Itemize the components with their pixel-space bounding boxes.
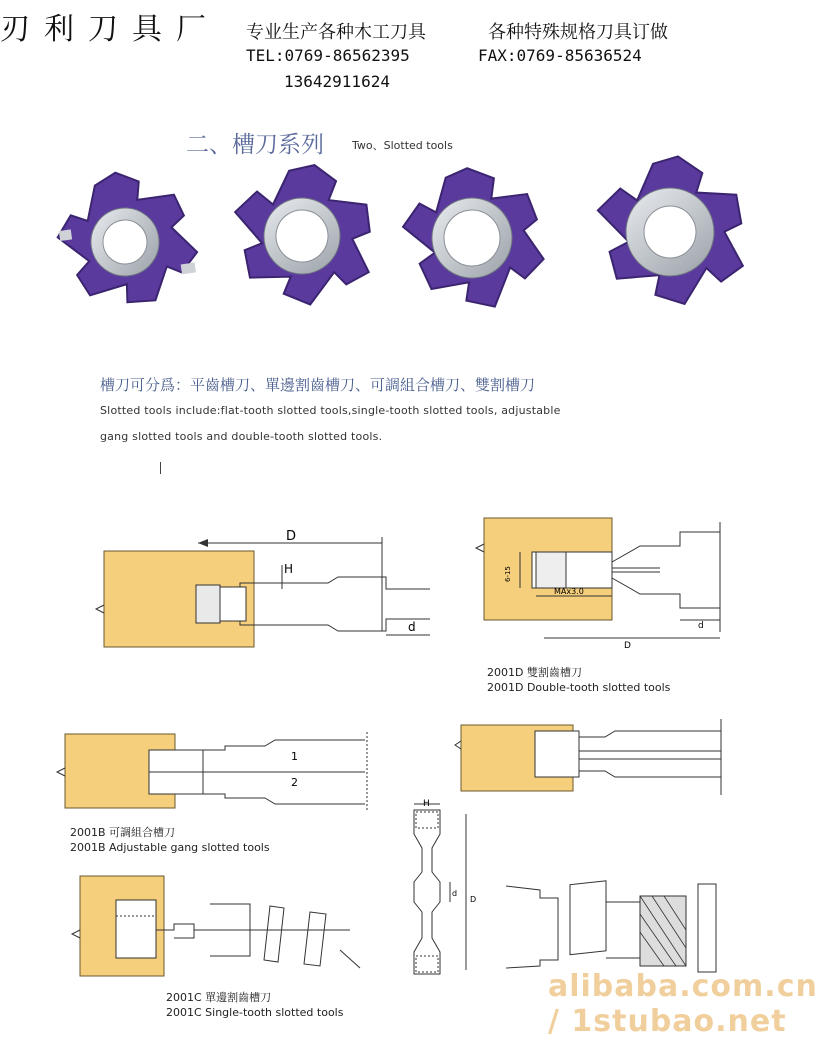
section-title: 二、槽刀系列 — [186, 132, 324, 158]
diagram-single-tooth — [70, 870, 370, 980]
label-range: 6-15 — [504, 566, 512, 582]
company-name: 刃利刀具厂 — [0, 12, 220, 47]
tagline-right: 各种特殊规格刀具订做 — [488, 22, 668, 43]
diagram-double-tooth — [470, 512, 730, 662]
product-photos — [40, 170, 760, 330]
description-cn: 槽刀可分爲：平齒槽刀、單邊割齒槽刀、可調組合槽刀、雙割槽刀 — [100, 376, 536, 394]
caption-2001b-en: 2001B Adjustable gang slotted tools — [70, 841, 270, 854]
caption-2001d-en: 2001D Double-tooth slotted tools — [487, 681, 671, 694]
label-1: 1 — [291, 750, 298, 763]
caption-2001c-en: 2001C Single-tooth slotted tools — [166, 1006, 344, 1019]
fax-number: FAX:0769-85636524 — [478, 46, 642, 65]
cutter-photo-3 — [399, 163, 546, 312]
diagram-flat-tooth — [90, 525, 435, 655]
label-H: H — [423, 799, 430, 809]
label-D: D — [470, 895, 477, 904]
label-H: H — [284, 562, 294, 576]
mobile-number: 13642911624 — [284, 72, 390, 91]
label-D: D — [624, 641, 631, 651]
caption-2001d-cn: 2001D 雙割齒槽刀 — [487, 666, 582, 679]
diagram-profile — [398, 798, 498, 978]
label-d: d — [698, 621, 704, 631]
label-max: MAx3.0 — [554, 587, 584, 596]
section-subtitle: Two、Slotted tools — [352, 139, 453, 152]
label-D: D — [286, 529, 297, 544]
tagline-left: 专业生产各种木工刀具 — [246, 22, 426, 43]
divider-tick — [160, 462, 161, 474]
diagram-cutter-section — [455, 715, 727, 797]
description-en-line1: Slotted tools include:flat-tooth slotted tools,single-tooth slotted tools, adjustable — [100, 404, 561, 417]
label-2: 2 — [291, 776, 298, 789]
tel-number: TEL:0769-86562395 — [246, 46, 410, 65]
watermark: alibaba.com.cn / 1stubao.net — [548, 969, 818, 1039]
cutter-photo-2 — [222, 153, 386, 314]
cutter-photo-1 — [50, 163, 203, 313]
diagram-assembled-cutter — [500, 878, 728, 974]
label-d: d — [452, 889, 458, 898]
label-d: d — [408, 620, 416, 634]
caption-2001c-cn: 2001C 單邊割齒槽刀 — [166, 991, 272, 1004]
diagram-adjustable-gang — [55, 728, 375, 814]
caption-2001b-cn: 2001B 可調組合槽刀 — [70, 826, 176, 839]
description-en-line2: gang slotted tools and double-tooth slotted tools. — [100, 430, 383, 443]
cutter-photo-4 — [589, 149, 753, 310]
